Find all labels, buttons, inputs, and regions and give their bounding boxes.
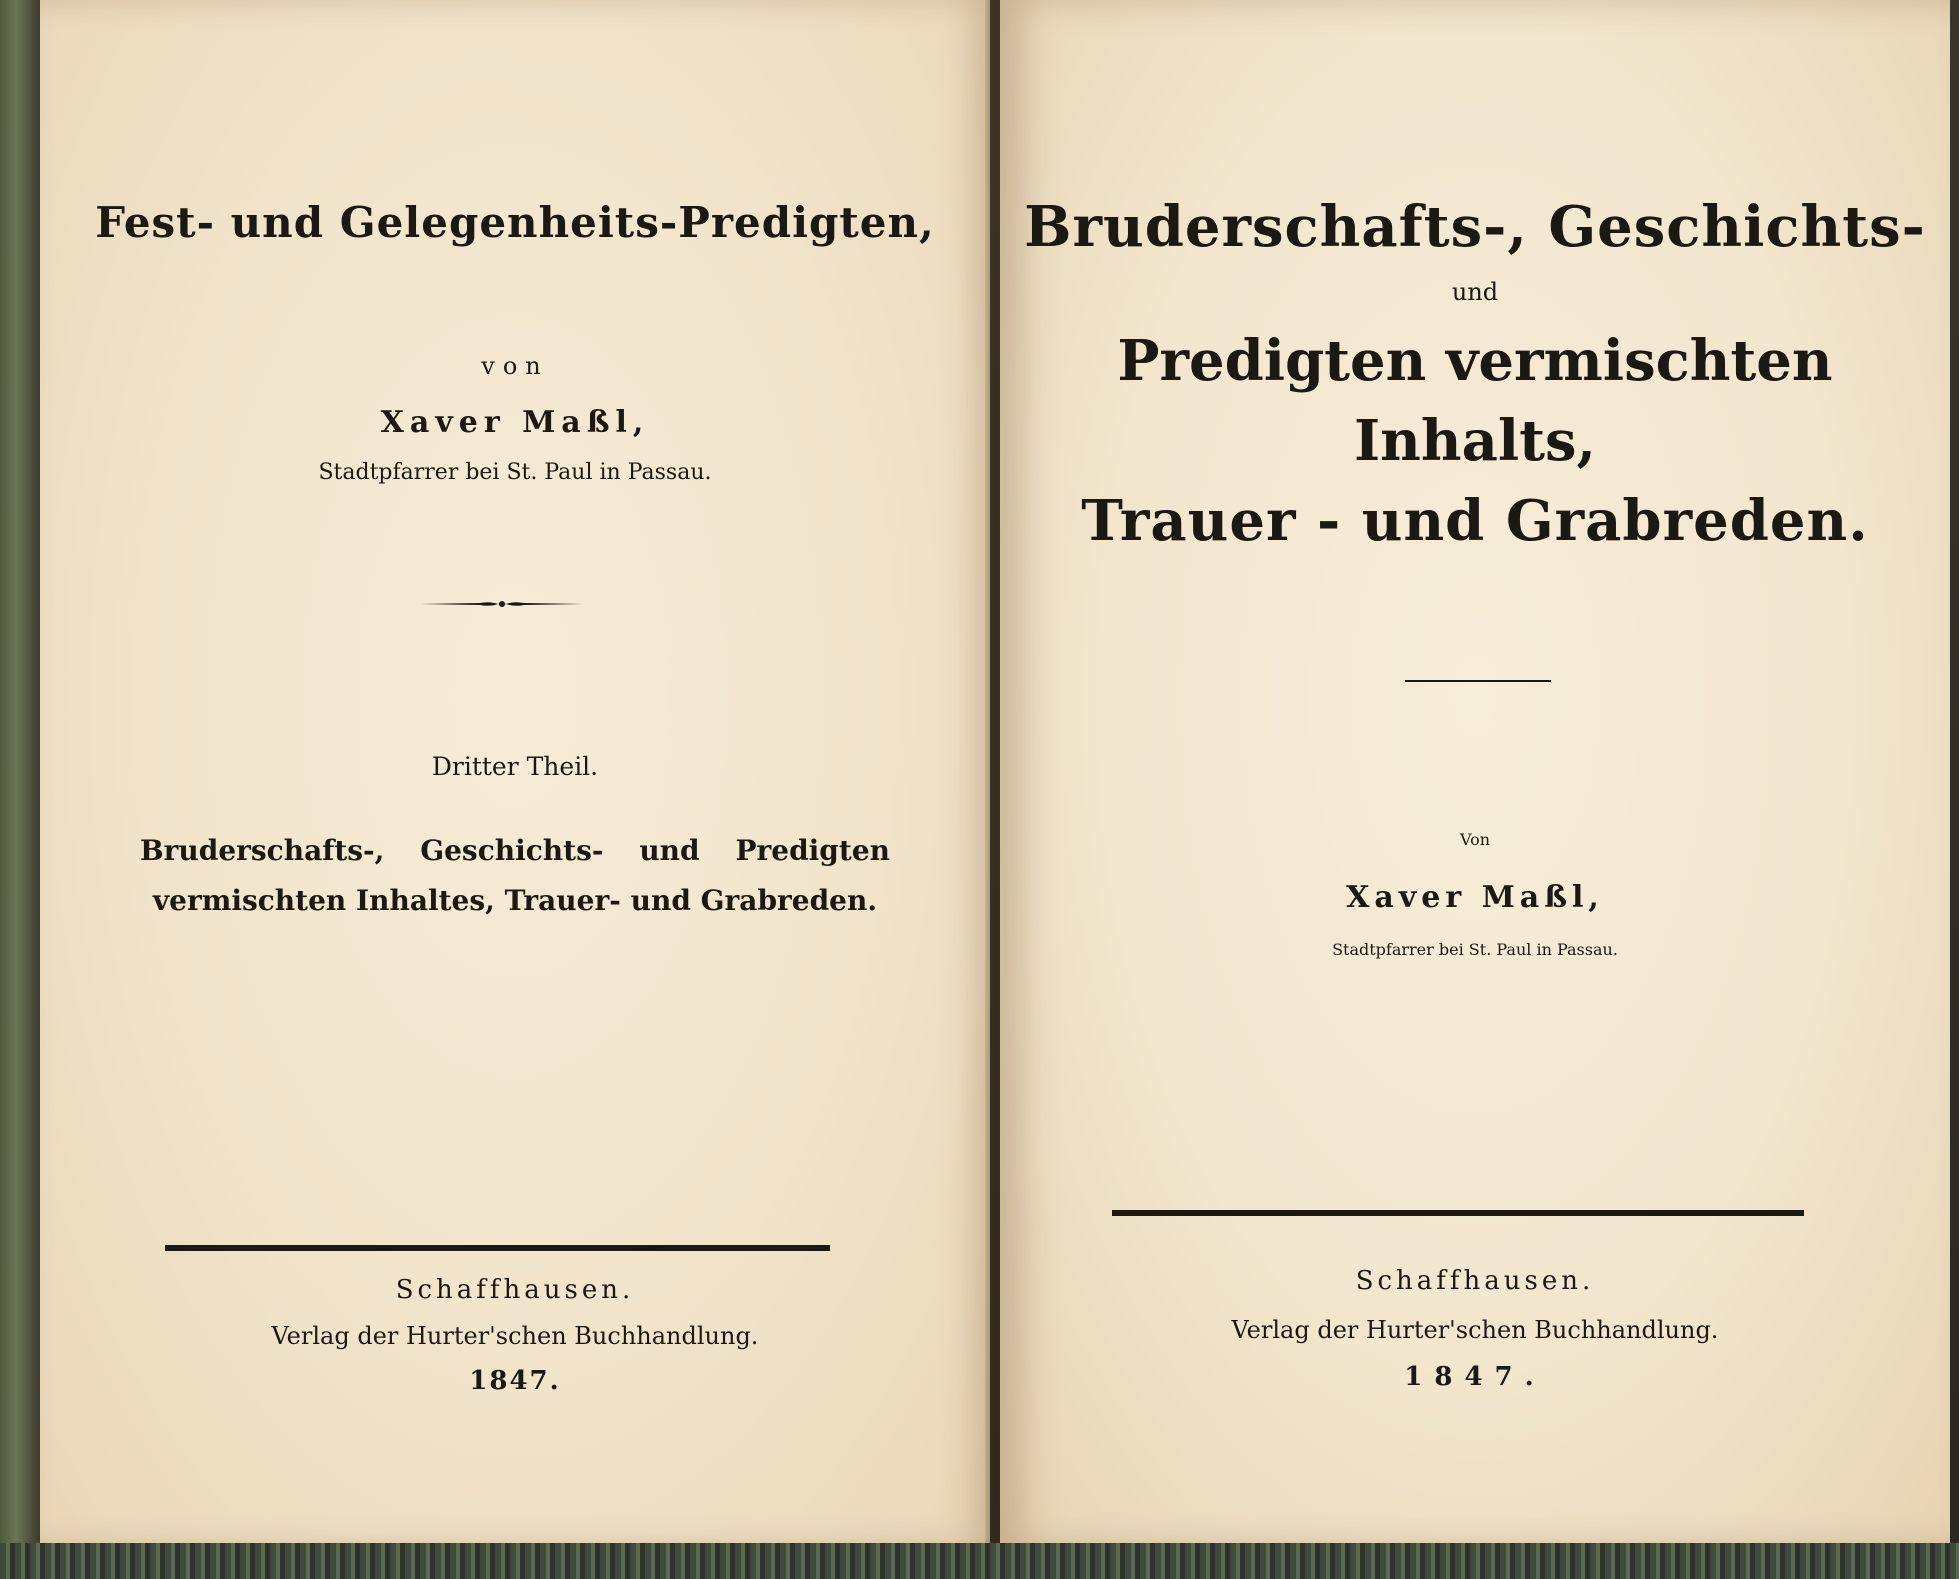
title-divider — [1405, 680, 1551, 682]
book-cover-edge — [0, 0, 40, 1579]
series-title: Fest- und Gelegenheits-Predigten, — [95, 198, 935, 247]
publication-city: Schaffhausen. — [395, 1275, 635, 1305]
book-cover-bottom — [0, 1543, 1959, 1579]
by-label: Von — [1459, 830, 1491, 849]
by-label: von — [481, 352, 549, 380]
publication-city: Schaffhausen. — [1355, 1266, 1595, 1296]
publication-year: 1847. — [469, 1366, 561, 1396]
title-conjunction: und — [1451, 278, 1499, 306]
author-occupation: Stadtpfarrer bei St. Paul in Passau. — [318, 460, 712, 485]
imprint-rule — [1112, 1210, 1804, 1216]
publisher: Verlag der Hurter'schen Buchhandlung. — [1231, 1316, 1719, 1344]
ornament-divider-icon — [420, 600, 584, 608]
title-line-2: Predigten vermischten — [1117, 328, 1833, 394]
title-line-3: Inhalts, — [1353, 408, 1597, 474]
author-name: Xaver Maßl, — [380, 405, 650, 440]
publication-year: 1847. — [1404, 1362, 1546, 1392]
volume-part: Dritter Theil. — [431, 752, 599, 781]
publisher: Verlag der Hurter'schen Buchhandlung. — [271, 1322, 759, 1350]
right-page — [1000, 0, 1950, 1548]
title-line-1: Bruderschafts-, Geschichts- — [1024, 194, 1926, 260]
volume-contents: Bruderschafts-, Geschichts- und Predigten vermischten Inhaltes, Trauer- und Grabreden. — [140, 834, 890, 917]
title-line-4: Trauer - und Grabreden. — [1081, 488, 1869, 554]
left-page — [40, 0, 990, 1548]
imprint-rule — [165, 1245, 830, 1251]
author-occupation: Stadtpfarrer bei St. Paul in Passau. — [1332, 940, 1618, 959]
author-name: Xaver Maßl, — [1346, 880, 1604, 915]
